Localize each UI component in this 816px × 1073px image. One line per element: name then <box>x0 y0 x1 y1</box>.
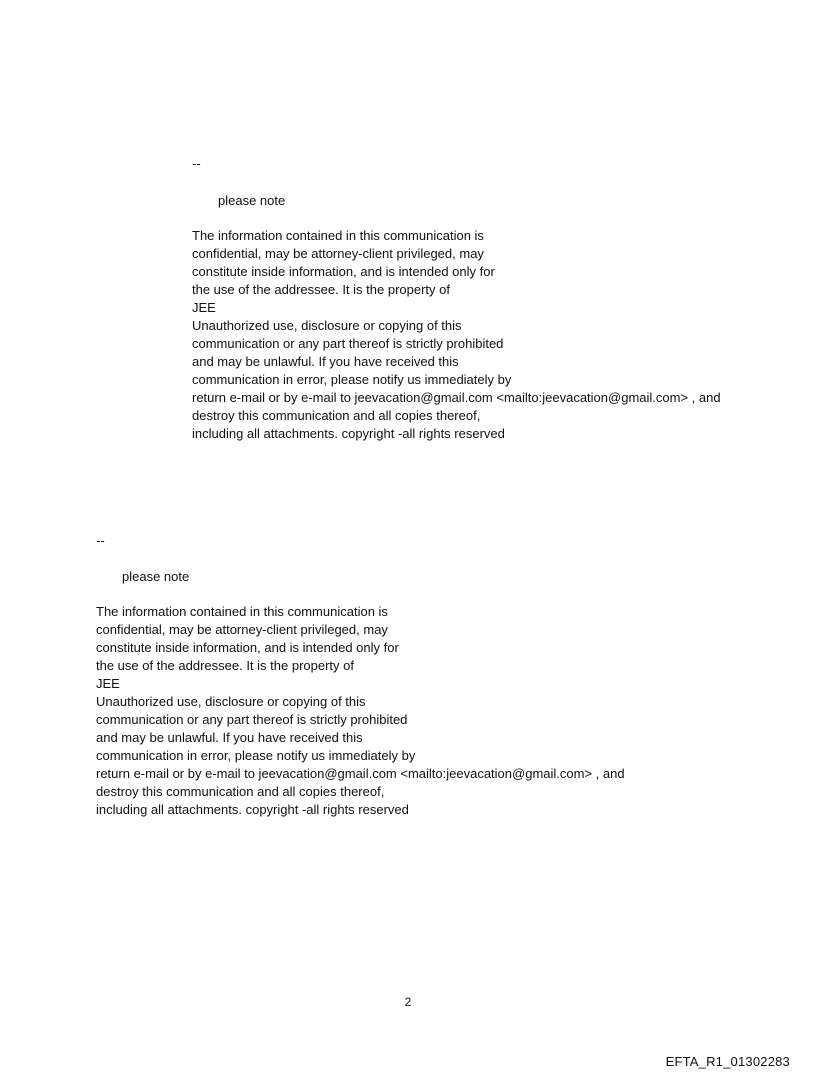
disclaimer-line: including all attachments. copyright -all rights reserved <box>96 802 409 817</box>
disclaimer-line: and may be unlawful. If you have received this <box>192 354 459 369</box>
disclaimer-line: communication or any part thereof is strictly prohibited <box>96 712 408 727</box>
please-note-label-1: please note <box>218 193 286 208</box>
disclaimer-line: communication or any part thereof is strictly prohibited <box>192 336 504 351</box>
disclaimer-line: JEE <box>192 300 216 315</box>
disclaimer-line: The information contained in this communication is <box>192 228 484 243</box>
disclaimer-line: communication in error, please notify us immediately by <box>96 748 416 763</box>
disclaimer-line: The information contained in this communication is <box>96 604 388 619</box>
disclaimer-line: JEE <box>96 676 120 691</box>
disclaimer-line: constitute inside information, and is intended only for <box>192 264 495 279</box>
separator-dash-2: -- <box>96 533 105 548</box>
page-number: 2 <box>404 995 412 1009</box>
disclaimer-line: constitute inside information, and is intended only for <box>96 640 399 655</box>
disclaimer-line: destroy this communication and all copies thereof, <box>96 784 385 799</box>
please-note-label-2: please note <box>122 569 190 584</box>
disclaimer-line: confidential, may be attorney-client privileged, may <box>192 246 484 261</box>
disclaimer-line: Unauthorized use, disclosure or copying of this <box>96 694 366 709</box>
disclaimer-line: the use of the addressee. It is the property of <box>192 282 450 297</box>
disclaimer-line: and may be unlawful. If you have received this <box>96 730 363 745</box>
disclaimer-block-1 <box>192 227 721 443</box>
disclaimer-line: communication in error, please notify us immediately by <box>192 372 512 387</box>
disclaimer-line: the use of the addressee. It is the property of <box>96 658 354 673</box>
disclaimer-line: confidential, may be attorney-client privileged, may <box>96 622 388 637</box>
disclaimer-line: including all attachments. copyright -all rights reserved <box>192 426 505 441</box>
disclaimer-line: return e-mail or by e-mail to jeevacation@gmail.com <mailto:jeevacation@gmail.com> , and <box>96 766 625 781</box>
document-id: EFTA_R1_01302283 <box>665 1054 790 1069</box>
disclaimer-block-2 <box>96 603 625 819</box>
separator-dash-1: -- <box>192 156 201 171</box>
disclaimer-line: Unauthorized use, disclosure or copying of this <box>192 318 462 333</box>
disclaimer-line: destroy this communication and all copies thereof, <box>192 408 481 423</box>
disclaimer-line: return e-mail or by e-mail to jeevacation@gmail.com <mailto:jeevacation@gmail.com> , and <box>192 390 721 405</box>
